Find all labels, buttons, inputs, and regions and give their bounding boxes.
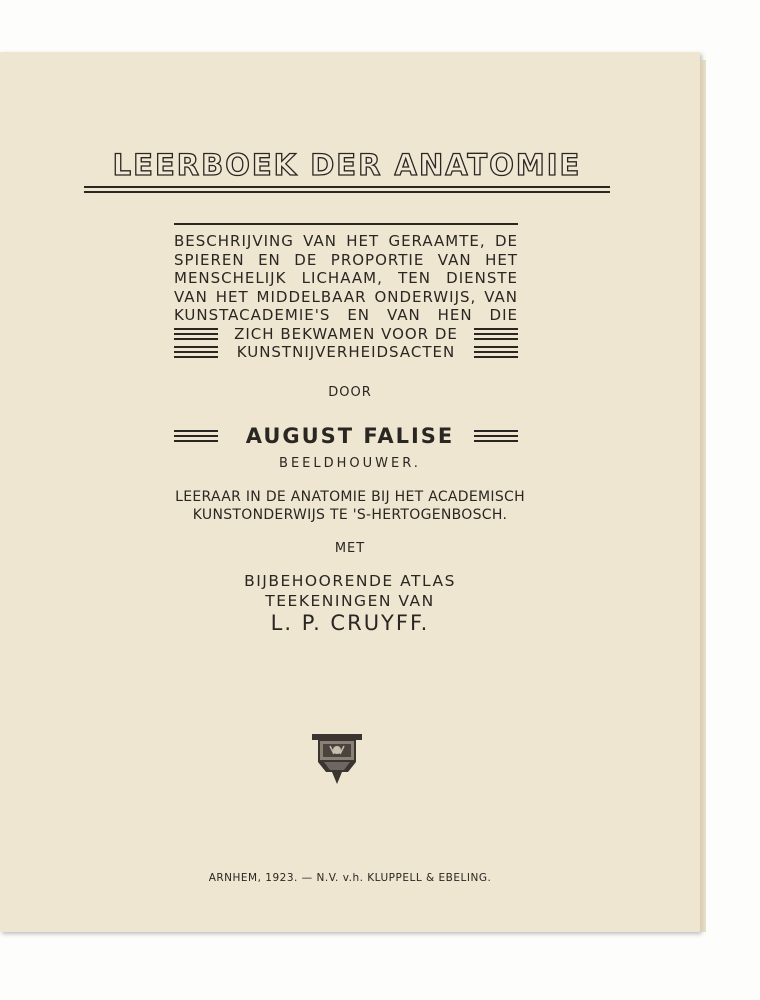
atlas-line: TEEKENINGEN VAN [265,592,435,610]
author-role-line: LEERAAR IN DE ANATOMIE BIJ HET ACADEMISCH [175,489,525,505]
ornament-lines-left [174,346,218,360]
subtitle-line: KUNSTNIJVERHEIDSACTEN [236,343,456,361]
ornament-lines-right [474,430,518,445]
subtitle-line: BESCHRIJVING VAN HET GERAAMTE, DE [174,232,518,250]
subtitle-line: VAN HET MIDDELBAAR ONDERWIJS, VAN [174,287,518,306]
author-role-line: KUNSTONDERWIJS TE 'S-HERTOGENBOSCH. [192,507,508,523]
by-label: DOOR [328,385,372,400]
subtitle-line: KUNSTACADEMIE'S EN VAN HEN DIE [174,306,518,324]
ornament-lines-right [474,346,518,360]
title-rule-2 [84,191,610,193]
author-row [0,424,700,452]
subtitle-line-ornamented [174,325,518,344]
book-title: LEERBOEK DER ANATOMIE [112,148,582,182]
page-edge [700,60,706,932]
subtitle-line-ornamented [174,343,518,362]
atlas-block [0,571,700,611]
subtitle-line: SPIEREN EN DE PROPORTIE VAN HET [174,250,518,269]
ornament-lines-right [474,328,518,342]
publisher-imprint: ARNHEM, 1923. — N.V. v.h. KLUPPELL & EBELING. [208,872,492,884]
subtitle-line: MENSCHELIJK LICHAAM, TEN DIENSTE [174,269,518,287]
illustrator-name: L. P. CRUYFF. [270,611,430,635]
author-profession: BEELDHOUWER. [279,456,421,471]
title-rule-1 [84,186,610,188]
author-role [0,488,700,524]
subtitle-block [174,232,518,362]
with-label: MET [334,541,366,556]
author-name: AUGUST FALISE [245,424,455,448]
ornament-lines-left [174,328,218,342]
publisher-emblem-icon [310,732,364,790]
atlas-line: BIJBEHOORENDE ATLAS [244,572,456,590]
subtitle-top-rule [174,223,518,225]
subtitle-line: ZICH BEKWAMEN VOOR DE [234,324,458,343]
